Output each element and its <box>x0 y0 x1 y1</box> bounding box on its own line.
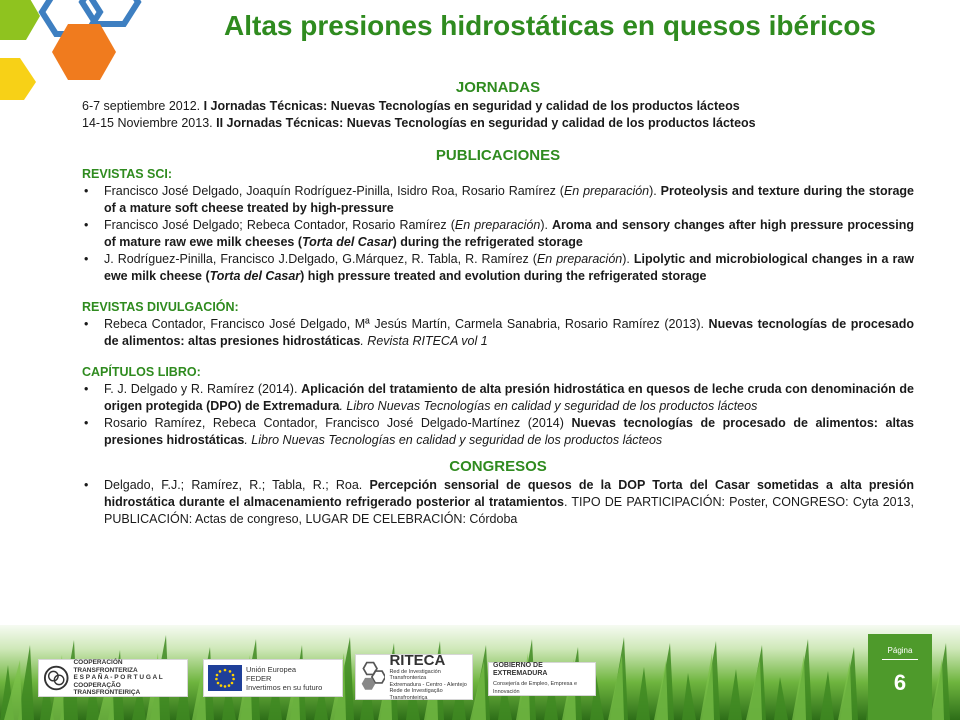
jornada-line: 6-7 septiembre 2012. I Jornadas Técnicas: Nuevas Tecnologías en seguridad y calidad de los productos lácteos <box>82 99 740 113</box>
green-hexagon <box>0 0 40 40</box>
jornada-line: 14-15 Noviembre 2013. II Jornadas Técnicas: Nuevas Tecnologías en seguridad y calidad de los productos lácteos <box>82 116 756 130</box>
riteca-sub-line: Extremadura - Centro - Alentejo <box>389 681 467 688</box>
ue-line: Invertimos en su futuro <box>246 682 323 692</box>
ue-line: FEDER <box>246 673 272 683</box>
revistas-sci-list <box>82 183 914 285</box>
gobierno-line: GOBIERNO DE EXTREMADURA <box>493 662 548 677</box>
logo-gobierno-extremadura <box>488 662 596 696</box>
revistas-divulgacion-heading: REVISTAS DIVULGACIÓN: <box>82 300 239 314</box>
riteca-hexagons-icon <box>360 658 385 696</box>
page-label: Página <box>887 646 913 655</box>
list-item: • Rosario Ramírez, Rebeca Contador, Francisco José Delgado-Martínez (2014) Nuevas tecnologías de procesado de alimentos: altas presiones hidrostáticas. Libro Nuevas Tecnologías en calidad y seguridad de los productos lácteos <box>84 416 914 447</box>
riteca-sub-line: Rede de Investigação Transfronteiriça <box>389 688 443 701</box>
logo-cooperacion-transfronteriza <box>38 659 188 697</box>
list-item: • Rebeca Contador, Francisco José Delgado, Mª Jesús Martín, Carmela Sanabria, Rosario Ramírez (2013). Nuevas tecnologías de procesado de alimentos: altas presiones hidrostáticas. Revista RITECA vol 1 <box>84 317 914 348</box>
page-divider <box>882 659 918 660</box>
cooperacion-line: E S P A Ñ A - P O R T U G A L <box>73 674 163 682</box>
capitulos-libro-heading: CAPÍTULOS LIBRO: <box>82 365 201 379</box>
blue-hexagon-outline <box>82 0 138 24</box>
cooperacion-emblem-icon <box>43 664 69 692</box>
jornadas-heading: JORNADAS <box>455 79 541 96</box>
main-content <box>82 78 914 528</box>
capitulos-libro-list <box>82 381 914 449</box>
revistas-divulgacion-list <box>82 316 914 350</box>
list-item: • Delgado, F.J.; Ramírez, R.; Tabla, R.; Roa. Percepción sensorial de quesos de la DOP Torta del Casar sometidas a alta presión hidrostática durante el almacenamiento refrigerado posterior al tratamientos. TIPO DE PARTICIPACIÓN: Poster, CONGRESO: Cyta 2013, PUBLICACIÓN: Actas de congreso, LUGAR DE CELEBRACIÓN: Córdoba <box>84 478 914 526</box>
list-item: • Francisco José Delgado, Joaquín Rodríguez-Pinilla, Isidro Roa, Rosario Ramírez (En preparación). Proteolysis and texture during the storage of a mature soft cheese treated by high-pressure <box>84 184 915 215</box>
list-item: • Francisco José Delgado; Rebeca Contador, Rosario Ramírez (En preparación). Aroma and sensory changes after high pressure processing of mature raw ewe milk cheeses (Torta del Casar) during the refrigerated storage <box>84 218 915 249</box>
cooperacion-line: COOPERAÇÃO TRANSFRONTEIRIÇA <box>73 681 141 697</box>
eu-flag-icon <box>208 665 242 691</box>
page-title: Altas presiones hidrostáticas en quesos ibéricos <box>224 10 876 41</box>
list-item: • J. Rodríguez-Pinilla, Francisco J.Delgado, G.Márquez, R. Tabla, R. Ramírez (En preparación). Lipolytic and microbiological changes in a raw ewe milk cheese (Torta del Casar) high pressure treated and evolution during the refrigerated storage <box>84 252 915 283</box>
revistas-sci-heading: REVISTAS SCI: <box>82 167 173 181</box>
riteca-name: RITECA <box>389 651 446 669</box>
ue-line: Unión Europea <box>246 664 297 674</box>
page-number-box <box>868 634 932 720</box>
logo-union-europea <box>203 659 343 697</box>
page-number: 6 <box>893 670 907 695</box>
riteca-sub-line: Red de Investigación Transfronteriza <box>389 668 441 682</box>
cooperacion-line: COOPERACIÓN TRANSFRONTERIZA <box>73 659 138 674</box>
congresos-heading: CONGRESOS <box>449 458 547 475</box>
publicaciones-heading: PUBLICACIONES <box>435 147 561 164</box>
yellow-hexagon <box>0 58 36 100</box>
congresos-list <box>82 477 914 528</box>
list-item: • F. J. Delgado y R. Ramírez (2014). Aplicación del tratamiento de alta presión hidrostática en quesos de leche cruda con denominación de origen protegida (DPO) de Extremadura. Libro Nuevas Tecnologías en calidad y seguridad de los productos lácteos <box>84 382 915 413</box>
logo-riteca <box>355 651 473 701</box>
gobierno-line: Consejería de Empleo, Empresa e Innovación <box>493 681 578 695</box>
